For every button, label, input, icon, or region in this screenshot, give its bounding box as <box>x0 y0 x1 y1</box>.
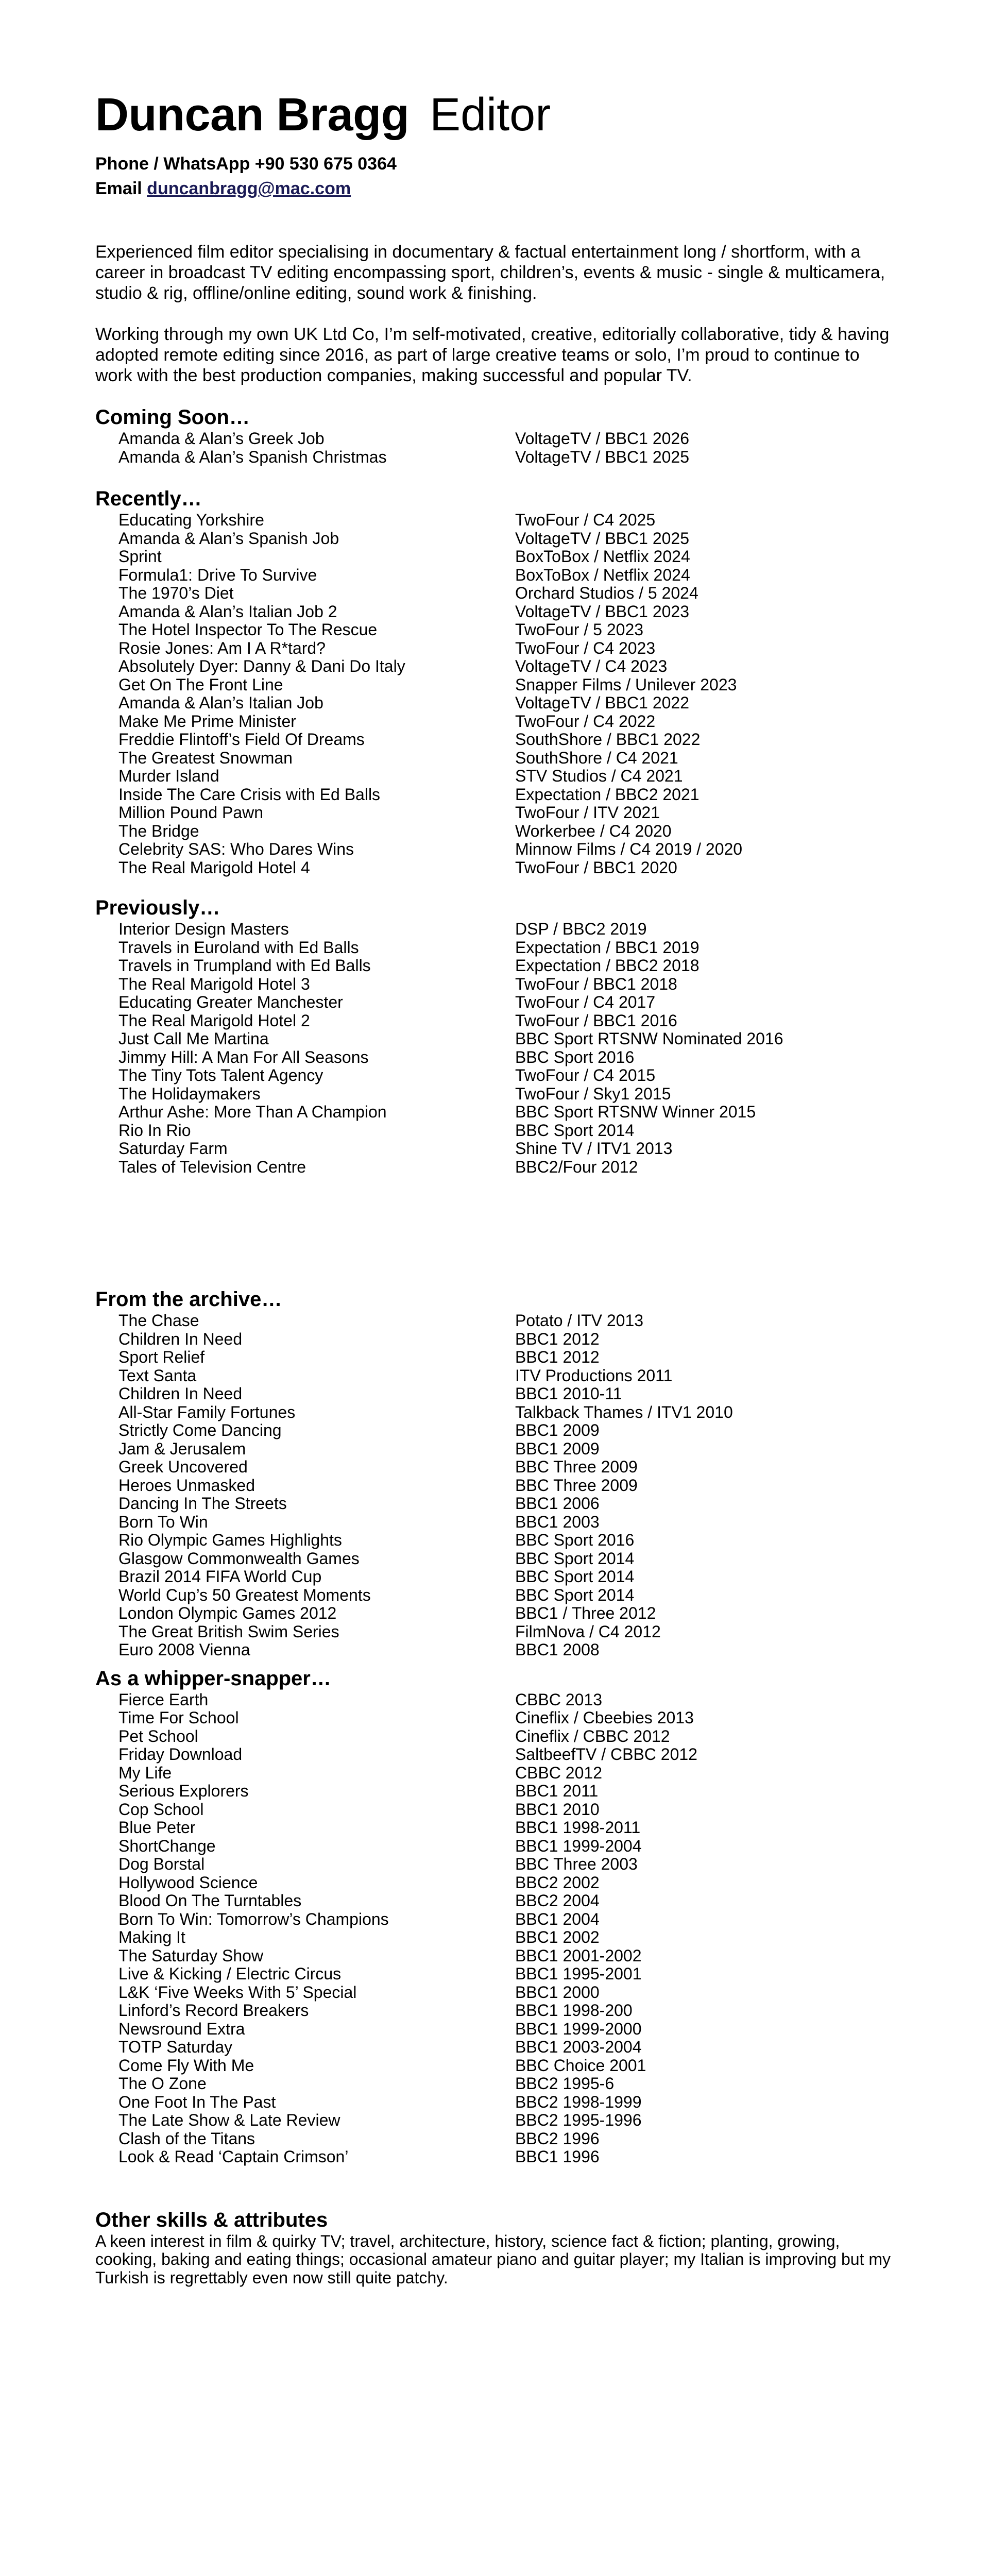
credit-programme: The Holidaymakers <box>118 1084 261 1103</box>
credit-programme: Live & Kicking / Electric Circus <box>118 1964 342 1983</box>
credit-programme: Just Call Me Martina <box>118 1029 269 1048</box>
credit-programme: Amanda & Alan’s Italian Job <box>118 693 323 712</box>
credit-programme: Strictly Come Dancing <box>118 1421 282 1439</box>
credit-programme: Time For School <box>118 1708 239 1727</box>
intro-paragraph: Experienced film editor specialising in documentary & factual entertainment long / shortform, with a career in broadcast TV editing encompassing sport, children’s, events & music - single & multicamera, studio & rig, offline/online editing, sound work & finishing. <box>95 242 885 303</box>
credit-programme: Interior Design Masters <box>118 920 289 938</box>
credit-row <box>118 1330 899 1349</box>
credit-company-year: Shine TV / ITV1 2013 <box>515 1139 673 1158</box>
credit-company-year: BBC Choice 2001 <box>515 2056 646 2075</box>
credit-programme: Amanda & Alan’s Spanish Job <box>118 529 339 548</box>
credit-company-year: BBC2/Four 2012 <box>515 1157 638 1176</box>
credit-row <box>118 548 899 566</box>
credit-row <box>118 1984 899 2002</box>
credit-company-year: TwoFour / C4 2025 <box>515 511 656 529</box>
credit-programme: Freddie Flintoff’s Field Of Dreams <box>118 730 365 749</box>
credit-row <box>118 603 899 621</box>
credit-programme: The Tiny Tots Talent Agency <box>118 1066 323 1084</box>
credit-row <box>118 1782 899 1801</box>
credit-company-year: FilmNova / C4 2012 <box>515 1622 661 1641</box>
credit-company-year: BBC Three 2003 <box>515 1855 638 1873</box>
credit-company-year: BBC1 2000 <box>515 1982 600 2002</box>
credit-row <box>118 713 899 731</box>
credit-company-year: VoltageTV / C4 2023 <box>515 657 668 675</box>
email-link[interactable]: duncanbragg@mac.com <box>147 179 351 198</box>
credit-company-year: TwoFour / Sky1 2015 <box>515 1084 671 1103</box>
credit-company-year: BBC2 1995-6 <box>515 2074 615 2093</box>
credit-list <box>95 430 899 466</box>
credit-programme: The Great British Swim Series <box>118 1622 339 1641</box>
credit-row <box>118 749 899 768</box>
credit-row <box>118 694 899 713</box>
credit-company-year: BBC Sport 2014 <box>515 1549 635 1568</box>
credit-company-year: BBC1 2011 <box>515 1782 599 1800</box>
credit-row <box>118 430 899 448</box>
credit-programme: Formula1: Drive To Survive <box>118 565 317 584</box>
credit-company-year: Expectation / BBC2 2018 <box>515 956 700 975</box>
credit-row <box>118 2057 899 2075</box>
credit-row <box>118 1727 899 1746</box>
credit-row <box>118 1947 899 1965</box>
credit-company-year: VoltageTV / BBC1 2025 <box>515 447 689 466</box>
credit-programme: Dog Borstal <box>118 1855 205 1873</box>
credit-programme: Get On The Front Line <box>118 675 283 694</box>
credit-row <box>118 639 899 658</box>
credit-company-year: CBBC 2013 <box>515 1690 602 1709</box>
credit-company-year: BBC1 2004 <box>515 1909 600 1928</box>
credit-row <box>118 1623 899 1641</box>
credit-programme: Travels in Euroland with Ed Balls <box>118 938 359 957</box>
credit-programme: Jimmy Hill: A Man For All Seasons <box>118 1047 369 1066</box>
credit-company-year: BBC1 2012 <box>515 1329 600 1348</box>
page-title <box>95 89 899 143</box>
credit-programme: Rio In Rio <box>118 1121 191 1140</box>
credit-row <box>118 731 899 749</box>
phone-number: +90 530 675 0364 <box>254 154 397 174</box>
credit-programme: Rosie Jones: Am I A R*tard? <box>118 638 326 657</box>
credit-company-year: DSP / BBC2 2019 <box>515 920 647 938</box>
credit-row <box>118 621 899 639</box>
credit-company-year: Talkback Thames / ITV1 2010 <box>515 1402 733 1421</box>
credit-row <box>118 786 899 804</box>
credit-row <box>118 840 899 859</box>
credit-row <box>118 2002 899 2020</box>
credit-programme: L&K ‘Five Weeks With 5’ Special <box>118 1982 357 2002</box>
credit-company-year: BBC1 2012 <box>515 1348 600 1366</box>
credit-list <box>95 920 899 1176</box>
credit-company-year: SaltbeefTV / CBBC 2012 <box>515 1745 697 1764</box>
credit-programme: Educating Greater Manchester <box>118 993 343 1011</box>
credit-row <box>118 448 899 467</box>
credit-company-year: BBC1 2009 <box>515 1439 600 1458</box>
credit-company-year: BBC1 2009 <box>515 1421 600 1439</box>
credit-company-year: Minnow Films / C4 2019 / 2020 <box>515 840 743 858</box>
credit-programme: Sport Relief <box>118 1348 205 1366</box>
credit-row <box>118 822 899 841</box>
credit-row <box>118 1421 899 1440</box>
section-recently <box>95 486 899 877</box>
credit-programme: Amanda & Alan’s Greek Job <box>118 429 325 448</box>
credit-row <box>118 957 899 975</box>
credit-programme: Rio Olympic Games Highlights <box>118 1531 342 1549</box>
credit-company-year: BBC1 1998-2011 <box>515 1818 641 1837</box>
credit-row <box>118 2075 899 2093</box>
credit-row <box>118 2038 899 2057</box>
credit-company-year: BBC2 1995-1996 <box>515 2111 642 2129</box>
section-title: From the archive… <box>95 1288 282 1311</box>
credit-row <box>118 1085 899 1104</box>
credit-programme: Brazil 2014 FIFA World Cup <box>118 1567 322 1586</box>
credit-programme: The 1970’s Diet <box>118 584 234 602</box>
section-title: Other skills & attributes <box>95 2208 328 2231</box>
credit-programme: Newsround Extra <box>118 2019 245 2038</box>
credit-programme: All-Star Family Fortunes <box>118 1402 296 1421</box>
credit-company-year: Cineflix / CBBC 2012 <box>515 1726 670 1745</box>
credit-company-year: BBC1 1998-200 <box>515 2001 633 2020</box>
credit-programme: Linford’s Record Breakers <box>118 2001 309 2020</box>
credit-programme: Amanda & Alan’s Spanish Christmas <box>118 447 387 466</box>
section-archive <box>95 1287 899 1659</box>
credit-row <box>118 1641 899 1659</box>
credit-programme: Arthur Ashe: More Than A Champion <box>118 1103 387 1121</box>
credit-company-year: BBC2 2002 <box>515 1873 600 1892</box>
credit-list <box>95 1312 899 1659</box>
credit-row <box>118 920 899 939</box>
credit-programme: World Cup’s 50 Greatest Moments <box>118 1585 371 1604</box>
credit-programme: Come Fly With Me <box>118 2056 254 2075</box>
credit-company-year: VoltageTV / BBC1 2023 <box>515 602 689 621</box>
credit-company-year: BBC Three 2009 <box>515 1476 638 1495</box>
credit-programme: Murder Island <box>118 767 219 785</box>
credit-company-year: Orchard Studios / 5 2024 <box>515 584 698 602</box>
credit-row <box>118 2020 899 2039</box>
credit-company-year: STV Studios / C4 2021 <box>515 767 683 785</box>
credit-programme: Celebrity SAS: Who Dares Wins <box>118 840 354 858</box>
credit-company-year: BBC1 1996 <box>515 2147 600 2166</box>
credit-company-year: BBC1 1999-2000 <box>515 2019 642 2038</box>
credit-programme: Blue Peter <box>118 1818 196 1837</box>
credit-company-year: BBC1 2003 <box>515 1512 600 1531</box>
credit-company-year: BBC Sport 2016 <box>515 1531 635 1549</box>
credit-row <box>118 511 899 530</box>
section-skills <box>95 2208 899 2287</box>
credit-company-year: SouthShore / BBC1 2022 <box>515 730 701 749</box>
credit-row <box>118 2111 899 2130</box>
email-label: Email <box>95 179 142 198</box>
credit-company-year: SouthShore / C4 2021 <box>515 748 678 767</box>
credit-company-year: TwoFour / C4 2015 <box>515 1066 656 1084</box>
credit-company-year: BBC2 2004 <box>515 1891 600 1910</box>
credit-programme: ShortChange <box>118 1836 216 1855</box>
credit-programme: TOTP Saturday <box>118 2038 233 2056</box>
credit-row <box>118 1048 899 1067</box>
credit-row <box>118 1874 899 1892</box>
intro-paragraph: Working through my own UK Ltd Co, I’m self-motivated, creative, editorially collaborative, tidy & having adopted remote editing since 2016, as part of large creative teams or solo, I’m proud to continue to work with the best production companies, making successful and popular TV. <box>95 325 890 385</box>
credit-programme: London Olympic Games 2012 <box>118 1604 337 1622</box>
credit-programme: Travels in Trumpland with Ed Balls <box>118 956 371 975</box>
credit-row <box>118 975 899 994</box>
credit-company-year: BBC1 2010-11 <box>515 1384 622 1403</box>
credit-row <box>118 1568 899 1586</box>
credit-programme: The Real Marigold Hotel 4 <box>118 858 310 877</box>
credit-company-year: TwoFour / ITV 2021 <box>515 803 660 822</box>
credit-row <box>118 1764 899 1783</box>
credit-programme: Making It <box>118 1928 185 1946</box>
person-name: Duncan Bragg <box>95 89 410 141</box>
credit-company-year: VoltageTV / BBC1 2025 <box>515 529 689 548</box>
credit-company-year: BBC Sport 2016 <box>515 1047 635 1066</box>
credit-programme: Children In Need <box>118 1329 243 1348</box>
section-whipper-snapper <box>95 1666 899 2166</box>
credit-programme: The Bridge <box>118 821 199 840</box>
credit-row <box>118 1745 899 1764</box>
credit-row <box>118 859 899 877</box>
credit-row <box>118 939 899 957</box>
credit-company-year: BBC Three 2009 <box>515 1458 638 1476</box>
credit-row <box>118 1586 899 1605</box>
credit-programme: Jam & Jerusalem <box>118 1439 246 1458</box>
credit-programme: Born To Win: Tomorrow’s Champions <box>118 1909 389 1928</box>
credit-programme: Make Me Prime Minister <box>118 711 296 731</box>
credit-programme: Saturday Farm <box>118 1139 228 1158</box>
credit-company-year: BBC1 2008 <box>515 1640 600 1659</box>
credit-row <box>118 676 899 694</box>
credit-company-year: TwoFour / BBC1 2018 <box>515 974 677 993</box>
credit-programme: Euro 2008 Vienna <box>118 1640 250 1659</box>
credit-company-year: BBC1 2010 <box>515 1800 600 1819</box>
credit-row <box>118 1604 899 1623</box>
credit-row <box>118 2093 899 2112</box>
credit-company-year: TwoFour / C4 2023 <box>515 638 656 657</box>
credit-programme: The Hotel Inspector To The Rescue <box>118 620 378 639</box>
credit-company-year: BBC2 1996 <box>515 2129 600 2148</box>
credit-company-year: Cineflix / Cbeebies 2013 <box>515 1708 694 1727</box>
section-coming-soon <box>95 405 899 466</box>
skills-paragraph: A keen interest in film & quirky TV; travel, architecture, history, science fact & fiction; planting, growing, cooking, baking and eating things; occasional amateur piano and guitar player; my Italian is improving but my Turkish is regrettably even now still quite patchy. <box>95 2231 891 2287</box>
credit-company-year: Potato / ITV 2013 <box>515 1311 644 1330</box>
credit-company-year: VoltageTV / BBC1 2026 <box>515 429 689 448</box>
credit-row <box>118 1440 899 1459</box>
person-role: Editor <box>430 89 551 141</box>
phone-label: Phone / WhatsApp <box>95 154 250 174</box>
credit-row <box>118 1892 899 1910</box>
credit-row <box>118 1855 899 1874</box>
credit-company-year: Expectation / BBC2 2021 <box>515 785 700 804</box>
credit-programme: Glasgow Commonwealth Games <box>118 1549 360 1568</box>
credit-programme: Serious Explorers <box>118 1782 249 1800</box>
credit-programme: Born To Win <box>118 1512 208 1531</box>
section-title: As a whipper-snapper… <box>95 1667 331 1690</box>
credit-row <box>118 1495 899 1513</box>
credit-row <box>118 1819 899 1837</box>
credit-programme: Cop School <box>118 1800 204 1819</box>
credit-row <box>118 1348 899 1367</box>
section-title: Previously… <box>95 896 220 919</box>
cv-content <box>95 89 899 2287</box>
credit-row <box>118 1837 899 1856</box>
credit-programme: Inside The Care Crisis with Ed Balls <box>118 785 381 804</box>
credit-programme: Greek Uncovered <box>118 1458 248 1476</box>
credit-row <box>118 2130 899 2148</box>
credit-list <box>95 1691 899 2166</box>
credit-programme: Text Santa <box>118 1366 197 1385</box>
credit-row <box>118 1158 899 1177</box>
credit-programme: Educating Yorkshire <box>118 511 264 529</box>
credit-row <box>118 530 899 548</box>
credit-programme: Look & Read ‘Captain Crimson’ <box>118 2147 349 2166</box>
credit-row <box>118 1801 899 1819</box>
credit-programme: The Real Marigold Hotel 3 <box>118 974 310 993</box>
credit-row <box>118 657 899 676</box>
credit-row <box>118 1550 899 1568</box>
credit-company-year: TwoFour / 5 2023 <box>515 620 644 639</box>
credit-company-year: TwoFour / BBC1 2016 <box>515 1011 677 1030</box>
section-previously <box>95 895 899 1176</box>
credit-row <box>118 1531 899 1550</box>
phone-line <box>95 151 899 176</box>
credit-programme: Pet School <box>118 1726 198 1745</box>
credit-company-year: TwoFour / BBC1 2020 <box>515 858 677 877</box>
credit-programme: My Life <box>118 1763 172 1782</box>
credit-programme: One Foot In The Past <box>118 2092 276 2111</box>
credit-row <box>118 1910 899 1929</box>
credit-programme: Blood On The Turntables <box>118 1891 302 1910</box>
credit-row <box>118 566 899 585</box>
credit-row <box>118 1513 899 1532</box>
credit-company-year: BBC1 2001-2002 <box>515 1946 642 1965</box>
credit-programme: The Saturday Show <box>118 1946 264 1965</box>
credit-row <box>118 2148 899 2166</box>
credit-company-year: BBC1 2006 <box>515 1494 600 1513</box>
credit-row <box>118 804 899 822</box>
credit-row <box>118 1122 899 1140</box>
credit-company-year: BoxToBox / Netflix 2024 <box>515 547 690 566</box>
credit-programme: Clash of the Titans <box>118 2129 255 2148</box>
credit-company-year: BBC1 2003-2004 <box>515 2038 642 2056</box>
credit-company-year: BBC1 1995-2001 <box>515 1964 642 1983</box>
credit-company-year: CBBC 2012 <box>515 1763 602 1782</box>
credit-programme: Hollywood Science <box>118 1873 258 1892</box>
credit-programme: Absolutely Dyer: Danny & Dani Do Italy <box>118 657 405 675</box>
credit-row <box>118 1312 899 1330</box>
credit-programme: The O Zone <box>118 2074 207 2093</box>
credit-row <box>118 1030 899 1048</box>
credit-company-year: VoltageTV / BBC1 2022 <box>515 693 689 712</box>
credit-row <box>118 584 899 603</box>
credit-company-year: BBC1 2002 <box>515 1928 600 1946</box>
credit-programme: The Real Marigold Hotel 2 <box>118 1011 310 1030</box>
credit-row <box>118 1385 899 1403</box>
credit-company-year: BBC1 1999-2004 <box>515 1836 642 1855</box>
credit-company-year: Expectation / BBC1 2019 <box>515 938 700 957</box>
credit-programme: Sprint <box>118 547 162 566</box>
credit-row <box>118 767 899 786</box>
credit-company-year: BBC Sport 2014 <box>515 1567 635 1586</box>
credit-list <box>95 511 899 877</box>
credit-row <box>118 1012 899 1030</box>
credit-company-year: BBC Sport RTSNW Winner 2015 <box>515 1103 756 1121</box>
credit-programme: Heroes Unmasked <box>118 1476 255 1495</box>
credit-programme: Tales of Television Centre <box>118 1157 306 1176</box>
credit-programme: Friday Download <box>118 1745 243 1764</box>
credit-company-year: Workerbee / C4 2020 <box>515 821 672 840</box>
credit-company-year: Snapper Films / Unilever 2023 <box>515 675 737 694</box>
credit-company-year: TwoFour / C4 2017 <box>515 993 656 1011</box>
section-title: Coming Soon… <box>95 406 250 429</box>
credit-row <box>118 1140 899 1158</box>
credit-row <box>118 1928 899 1947</box>
credit-programme: Dancing In The Streets <box>118 1494 287 1513</box>
credit-row <box>118 1103 899 1122</box>
credit-row <box>118 1403 899 1422</box>
credit-row <box>118 1691 899 1709</box>
credit-company-year: BBC Sport RTSNW Nominated 2016 <box>515 1029 783 1048</box>
credit-row <box>118 1066 899 1085</box>
credit-company-year: ITV Productions 2011 <box>515 1366 673 1385</box>
credit-row <box>118 1367 899 1385</box>
email-line <box>95 176 899 201</box>
credit-row <box>118 1477 899 1495</box>
credit-row <box>118 1965 899 1984</box>
credit-row <box>118 1458 899 1477</box>
section-title: Recently… <box>95 487 202 510</box>
credit-company-year: BBC2 1998-1999 <box>515 2092 642 2111</box>
credit-programme: The Late Show & Late Review <box>118 2111 340 2129</box>
credit-programme: The Greatest Snowman <box>118 748 293 767</box>
credit-programme: Amanda & Alan’s Italian Job 2 <box>118 602 337 621</box>
credit-row <box>118 1709 899 1727</box>
credit-company-year: BBC Sport 2014 <box>515 1121 635 1140</box>
credit-row <box>118 993 899 1012</box>
credit-company-year: BBC Sport 2014 <box>515 1585 635 1604</box>
credit-programme: Million Pound Pawn <box>118 803 264 822</box>
credit-programme: Children In Need <box>118 1384 243 1403</box>
credit-company-year: TwoFour / C4 2022 <box>515 711 656 731</box>
credit-programme: Fierce Earth <box>118 1690 209 1709</box>
credit-company-year: BoxToBox / Netflix 2024 <box>515 565 690 584</box>
credit-company-year: BBC1 / Three 2012 <box>515 1604 656 1622</box>
credit-programme: The Chase <box>118 1311 199 1330</box>
